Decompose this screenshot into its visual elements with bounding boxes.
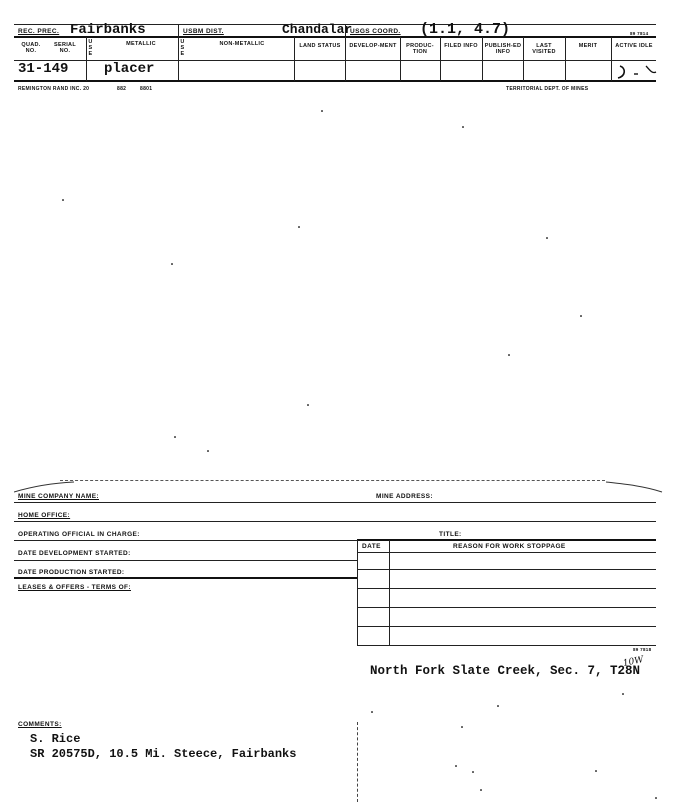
date-dev-label: DATE DEVELOPMENT STARTED: bbox=[18, 550, 131, 557]
form-number: 89 7814 bbox=[630, 31, 649, 36]
divider-usgs bbox=[345, 24, 346, 36]
quad-serial-value: 31-149 bbox=[18, 61, 69, 77]
rule-official bbox=[14, 540, 357, 541]
reason-header: REASON FOR WORK STOPPAGE bbox=[453, 543, 566, 550]
speck bbox=[595, 770, 597, 772]
published-info-header: PUBLISH-ED INFO bbox=[484, 43, 522, 55]
use-header-2: USE bbox=[180, 39, 185, 57]
rule-title bbox=[357, 539, 656, 541]
divider-production bbox=[400, 37, 401, 81]
merit-header: MERIT bbox=[578, 43, 598, 49]
divider-last-visited bbox=[523, 37, 524, 81]
speck bbox=[580, 315, 582, 317]
date-header: DATE bbox=[362, 543, 381, 550]
location-handwritten: 10W bbox=[622, 654, 645, 670]
metallic-value: placer bbox=[104, 61, 155, 77]
speck bbox=[307, 404, 309, 406]
speck bbox=[298, 226, 300, 228]
metallic-header: METALLIC bbox=[126, 41, 156, 47]
speck bbox=[622, 693, 624, 695]
stoppage-date-divider bbox=[389, 540, 390, 645]
speck bbox=[546, 237, 548, 239]
printer-code-1: 882 bbox=[117, 86, 127, 92]
divider-usbm bbox=[178, 24, 179, 81]
land-status-header: LAND STATUS bbox=[299, 43, 341, 49]
operating-official-label: OPERATING OFFICIAL IN CHARGE: bbox=[18, 531, 140, 538]
stoppage-row-1 bbox=[357, 569, 656, 570]
mine-company-label: MINE COMPANY NAME: bbox=[18, 493, 99, 500]
speck bbox=[461, 726, 463, 728]
rule-reason-header bbox=[357, 552, 656, 553]
comments-label: COMMENTS: bbox=[18, 721, 62, 728]
printer-label: REMINGTON RAND INC. 20 bbox=[18, 86, 90, 92]
stoppage-left-border bbox=[357, 540, 358, 645]
location-text: North Fork Slate Creek, Sec. 7, T28N bbox=[370, 664, 641, 678]
rec-prec-label: REC. PREC. bbox=[18, 28, 60, 35]
handwritten-mark-icon bbox=[612, 60, 662, 86]
divider-published bbox=[482, 37, 483, 81]
stoppage-row-3 bbox=[357, 607, 656, 608]
active-idle-header: ACTIVE IDLE bbox=[615, 43, 653, 49]
speck bbox=[321, 110, 323, 112]
non-metallic-header: NON-METALLIC bbox=[219, 41, 265, 47]
form-number-2: 89 7818 bbox=[633, 647, 652, 652]
divider-land bbox=[294, 37, 295, 81]
speck bbox=[480, 789, 482, 791]
territorial-label: TERRITORIAL DEPT. OF MINES bbox=[506, 86, 589, 92]
speck bbox=[62, 199, 64, 201]
stoppage-row-5 bbox=[357, 645, 656, 646]
usgs-coord-value: (1.1, 4.7) bbox=[420, 21, 511, 38]
speck bbox=[472, 771, 474, 773]
comments-right-border bbox=[357, 722, 358, 802]
last-visited-header: LAST VISITED bbox=[532, 43, 556, 55]
serial-no-header: SERIAL NO. bbox=[54, 42, 76, 54]
rec-prec-value: Fairbanks bbox=[70, 22, 146, 38]
development-header: DEVELOP-MENT bbox=[349, 43, 397, 49]
speck bbox=[174, 436, 176, 438]
rule-mine bbox=[14, 502, 656, 503]
quad-no-header: QUAD. NO. bbox=[21, 42, 41, 54]
usbm-dist-label: USBM DIST. bbox=[183, 28, 224, 35]
usbm-dist-value: Chandalar bbox=[282, 22, 353, 37]
speck bbox=[171, 263, 173, 265]
speck bbox=[371, 711, 373, 713]
rule-date-dev bbox=[14, 560, 357, 561]
stoppage-row-2 bbox=[357, 588, 656, 589]
home-office-label: HOME OFFICE: bbox=[18, 512, 71, 519]
printer-code-2: 8801 bbox=[140, 86, 153, 92]
speck bbox=[207, 450, 209, 452]
rule-home-office bbox=[14, 521, 656, 522]
divider-metallic bbox=[86, 37, 87, 81]
record-bottom-rule bbox=[14, 80, 656, 82]
divider-develop bbox=[345, 37, 346, 81]
stoppage-row-4 bbox=[357, 626, 656, 627]
speck bbox=[462, 126, 464, 128]
divider-merit bbox=[565, 37, 566, 81]
divider-filed bbox=[440, 37, 441, 81]
production-header: PRODUC-TION bbox=[406, 43, 434, 55]
date-prod-label: DATE PRODUCTION STARTED: bbox=[18, 569, 125, 576]
speck bbox=[655, 797, 657, 799]
mine-address-label: MINE ADDRESS: bbox=[376, 493, 433, 500]
rule-date-prod bbox=[14, 577, 357, 579]
card-fold-curve bbox=[14, 478, 664, 496]
use-header-1: USE bbox=[88, 39, 93, 57]
comment-line-1: S. Rice bbox=[30, 732, 81, 746]
leases-label: LEASES & OFFERS - TERMS OF: bbox=[18, 584, 131, 591]
title-label: TITLE: bbox=[439, 531, 462, 538]
speck bbox=[455, 765, 457, 767]
speck bbox=[508, 354, 510, 356]
comment-line-2: SR 20575D, 10.5 Mi. Steece, Fairbanks bbox=[30, 747, 297, 761]
speck bbox=[497, 705, 499, 707]
usgs-coord-label: USGS COORD. bbox=[350, 28, 401, 35]
filed-info-header: FILED INFO bbox=[444, 43, 478, 49]
